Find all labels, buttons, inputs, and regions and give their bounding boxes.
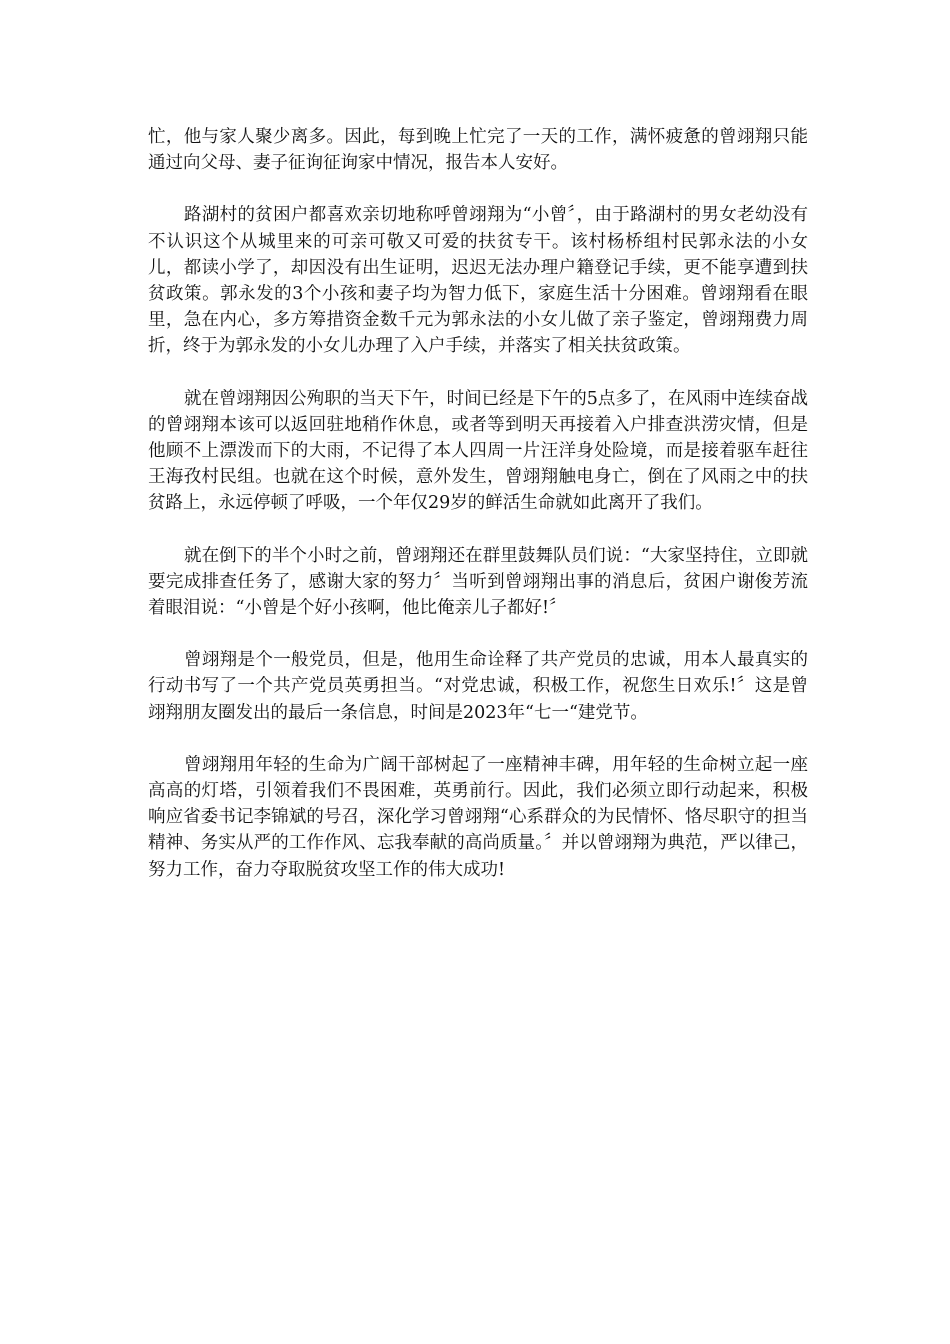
paragraph-5: 曾翊翔是个一般党员，但是，他用生命诠释了共产党员的忠诚，用本人最真实的行动书写了一个共产党员英勇担当。“对党忠诚，积极工作，祝您生日欢乐!〞这是曾翊翔朋友圈发出的最后一条信息，时间是2023年“七一“建党节。 — [148, 650, 808, 723]
paragraph-2: 路湖村的贫困户都喜欢亲切地称呼曾翊翔为“小曾〞，由于路湖村的男女老幼没有不认识这个从城里来的可亲可敬又可爱的扶贫专干。该村杨桥组村民郭永法的小女儿，都读小学了，却因没有出生证明，迟迟无法办理户籍登记手续，更不能享遭到扶贫政策。郭永发的3个小孩和妻子均为智力低下，家庭生活十分困难。曾翊翔看在眼里，急在内心，多方筹措资金数千元为郭永法的小女儿做了亲子鉴定，曾翊翔费力周折，终于为郭永发的小女儿办理了入户手续，并落实了相关扶贫政策。 — [148, 205, 808, 357]
document-body — [148, 124, 808, 909]
paragraph-6: 曾翊翔用年轻的生命为广阔干部树起了一座精神丰碑，用年轻的生命树立起一座高高的灯塔，引领着我们不畏困难，英勇前行。因此，我们必须立即行动起来，积极响应省委书记李锦斌的号召，深化学习曾翊翔“心系群众的为民情怀、恪尽职守的担当精神、务实从严的工作作风、忘我奉献的高尚质量。〞并以曾翊翔为典范，严以律己，努力工作，奋力夺取脱贫攻坚工作的伟大成功! — [148, 754, 808, 880]
paragraph-1: 忙，他与家人聚少离多。因此，每到晚上忙完了一天的工作，满怀疲惫的曾翊翔只能通过向父母、妻子征询征询家中情况，报告本人安好。 — [148, 127, 808, 174]
paragraph-4: 就在倒下的半个小时之前，曾翊翔还在群里鼓舞队员们说：“大家坚持住，立即就要完成排查任务了，感谢大家的努力〞当听到曾翊翔出事的消息后，贫困户谢俊芳流着眼泪说：“小曾是个好小孩啊，他比俺亲儿子都好!〞 — [148, 545, 808, 619]
paragraph-3: 就在曾翊翔因公殉职的当天下午，时间已经是下午的5点多了，在风雨中连续奋战的曾翊翔本该可以返回驻地稍作休息，或者等到明天再接着入户排查洪涝灾情，但是他顾不上漂泼而下的大雨，不记得了本人四周一片汪洋身处险境，而是接着驱车赶往王海孜村民组。也就在这个时候，意外发生，曾翊翔触电身亡，倒在了风雨之中的扶贫路上，永远停顿了呼吸，一个年仅29岁的鲜活生命就如此离开了我们。 — [148, 388, 808, 514]
